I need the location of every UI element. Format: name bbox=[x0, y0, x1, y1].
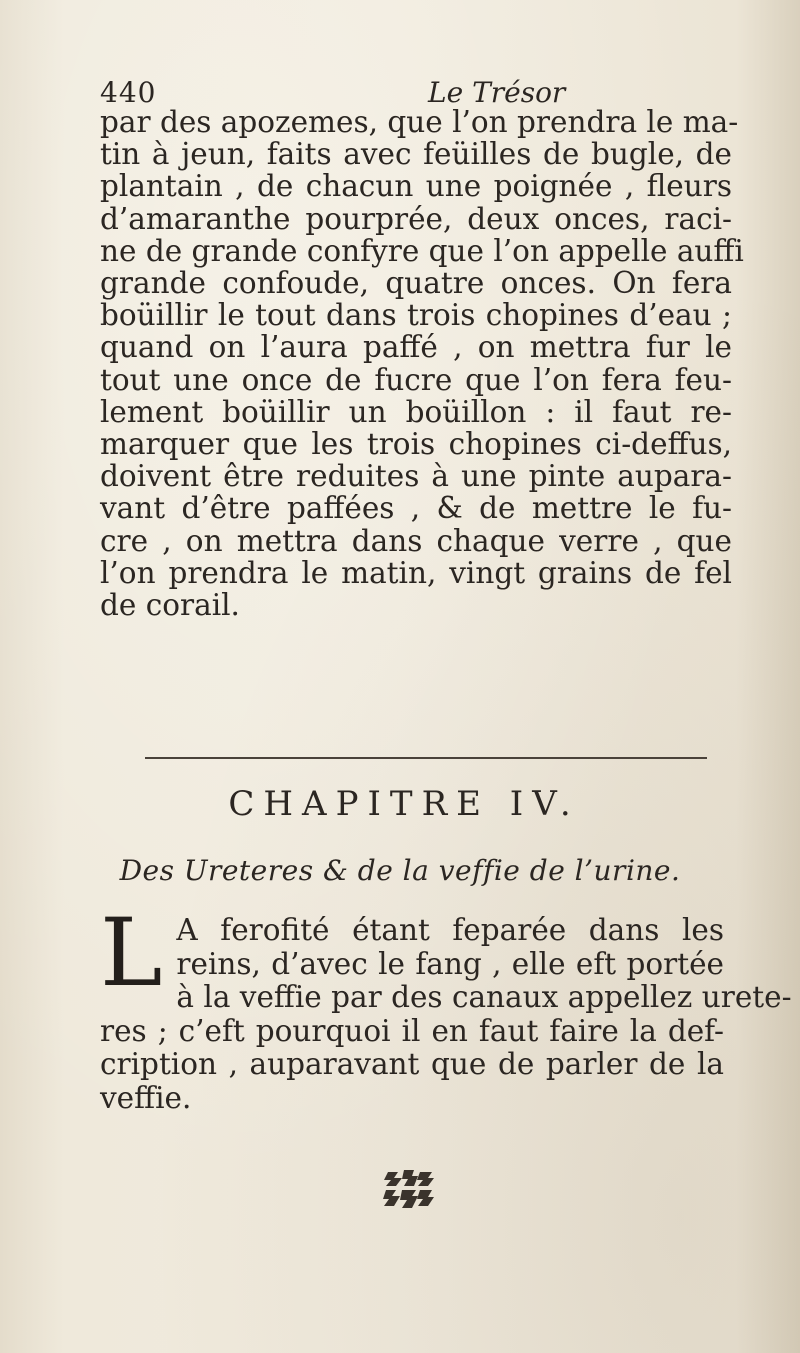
chapter-title: CHAPITRE IV. bbox=[228, 784, 580, 824]
text-line: cription , auparavant que de parler de la bbox=[100, 1047, 724, 1081]
text-line: tin à jeun, faits avec feüilles de bugle, de bbox=[100, 137, 732, 172]
paragraph-2 bbox=[100, 899, 792, 1115]
text-line: veffie. bbox=[100, 1080, 192, 1115]
text-line: A ferofité étant feparée dans les bbox=[176, 913, 724, 947]
text-line: quand on l’aura paffé , on mettra fur le bbox=[100, 330, 732, 365]
text-line: grande confoude, quatre onces. On fera bbox=[100, 266, 732, 301]
text-line: boüillir le tout dans trois chopines d’eau ; bbox=[100, 298, 732, 333]
text-line: ne de grande confyre que l’on appelle auffi bbox=[100, 233, 744, 268]
drop-cap: L bbox=[100, 899, 163, 1008]
text-line: marquer que les trois chopines ci-deffus, bbox=[100, 427, 732, 462]
text-line: l’on prendra le matin, vingt grains de fel bbox=[100, 555, 732, 590]
text-line: par des apozemes, que l’on prendra le ma- bbox=[100, 105, 739, 139]
page-number: 440 bbox=[100, 76, 157, 109]
text-line: doivent être reduites à une pinte aupara- bbox=[100, 459, 732, 494]
running-title: Le Trésor bbox=[428, 76, 566, 109]
text-line: reins, d’avec le fang , elle eft portée bbox=[176, 946, 724, 981]
chapter-subtitle: Des Ureteres & de la veffie de l’urine. bbox=[119, 854, 681, 887]
text-line: plantain , de chacun une poignée , fleurs bbox=[100, 169, 732, 204]
text-line: vant d’être paffées , & de mettre le fu- bbox=[100, 491, 732, 526]
text-line: cre , on mettra dans chaque verre , que bbox=[100, 523, 732, 558]
printers-ornament-icon bbox=[382, 1168, 436, 1210]
paragraph-1 bbox=[100, 105, 744, 623]
text-line: de corail. bbox=[100, 588, 240, 623]
text-line: tout une once de fucre que l’on fera feu- bbox=[100, 362, 732, 397]
text-line: res ; c’eft pourquoi il en faut faire la def- bbox=[100, 1013, 724, 1048]
text-line: à la veffie par des canaux appellez urete- bbox=[176, 980, 792, 1014]
text-line: lement boüillir un boüillon : il faut re- bbox=[100, 394, 732, 429]
section-divider bbox=[145, 757, 707, 759]
text-line: d’amaranthe pourprée, deux onces, raci- bbox=[100, 201, 732, 236]
